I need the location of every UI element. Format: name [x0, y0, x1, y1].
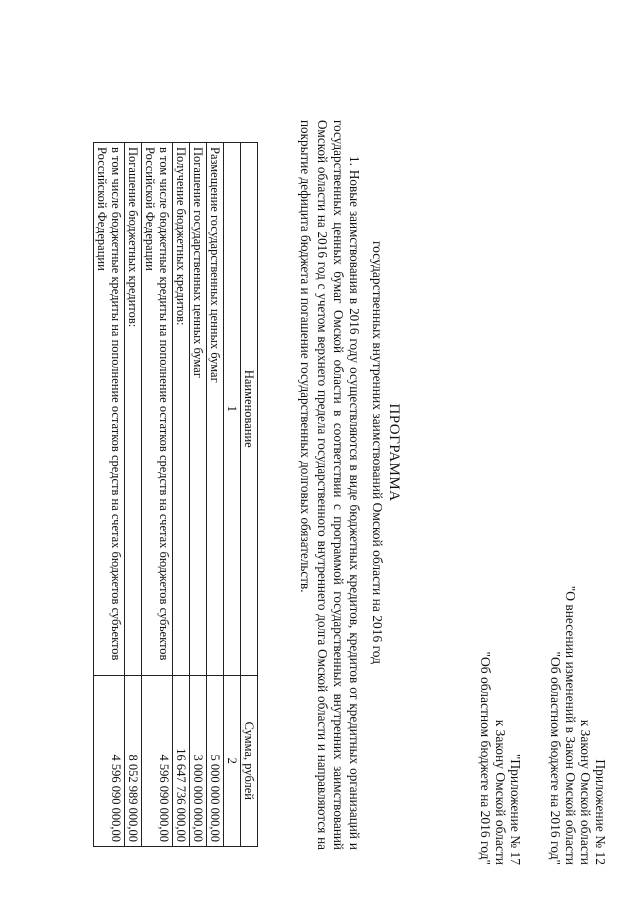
column-number-2: 2: [224, 675, 241, 846]
intro-paragraph: 1. Новые заимствования в 2016 году осуществляются в виде бюджетных кредитов, кредитов от кредитных организаций и государственных ценных бумаг Омской области в соответствии с программой государственных внутренних заимствований Омской области на 2016 год с учетом верхнего предела государственного внутреннего долга Омской области и направляются на покрытие дефицита бюджета и погашение государственных долговых обязательств.: [298, 120, 362, 850]
column-number-row: [224, 143, 241, 847]
row-name: Размещение государственных ценных бумаг: [207, 143, 224, 676]
row-sum: 4 596 090 000,00: [142, 675, 173, 846]
table-row: [190, 143, 207, 847]
row-sum: 3 000 000 000,00: [190, 675, 207, 846]
header-sum: Сумма, рублей: [241, 675, 258, 846]
document-subtitle: государственных внутренних заимствований Омской области на 2016 год: [370, 240, 385, 665]
header-name: Наименование: [241, 143, 258, 676]
appendix-12-budget-title: "Об областном бюджете на 2016 год": [548, 651, 563, 865]
row-sum: 16 647 736 000,00: [173, 675, 190, 846]
appendix-17-law-ref: к Закону Омской области: [493, 719, 508, 865]
row-name: Получение бюджетных кредитов:: [173, 143, 190, 676]
table-row: [125, 143, 142, 847]
appendix-12-law-title: "О внесении изменений в Закон Омской области: [563, 585, 578, 865]
appendix-17-budget-title: "Об областном бюджете на 2016 год": [478, 651, 493, 865]
row-name: в том числе бюджетные кредиты на пополнение остатков средств на счетах бюджетов субъектов Российской Федерации: [142, 143, 173, 676]
row-name: в том числе бюджетные кредиты на пополнение остатков средств на счетах бюджетов субъектов Российской Федерации: [94, 143, 125, 676]
appendix-17-number: "Приложение № 17: [508, 753, 523, 865]
row-sum: 5 000 000 000,00: [207, 675, 224, 846]
row-name: Погашение государственных ценных бумаг: [190, 143, 207, 676]
column-number-1: 1: [224, 143, 241, 676]
row-sum: 4 596 090 000,00: [94, 675, 125, 846]
borrowing-program-table: [93, 142, 258, 847]
appendix-12-header: [548, 586, 608, 865]
row-sum: 8 052 989 000,00: [125, 675, 142, 846]
appendix-12-law-ref: к Закону Омской области: [578, 719, 593, 865]
appendix-17-header: [478, 652, 523, 866]
table-row: [207, 143, 224, 847]
table-header-row: [241, 143, 258, 847]
document-title: ПРОГРАММА: [386, 403, 402, 502]
table-row: [142, 143, 173, 847]
appendix-12-number: Приложение № 12: [593, 759, 608, 865]
table-row: [94, 143, 125, 847]
row-name: Погашение бюджетных кредитов:: [125, 143, 142, 676]
table-row: [173, 143, 190, 847]
